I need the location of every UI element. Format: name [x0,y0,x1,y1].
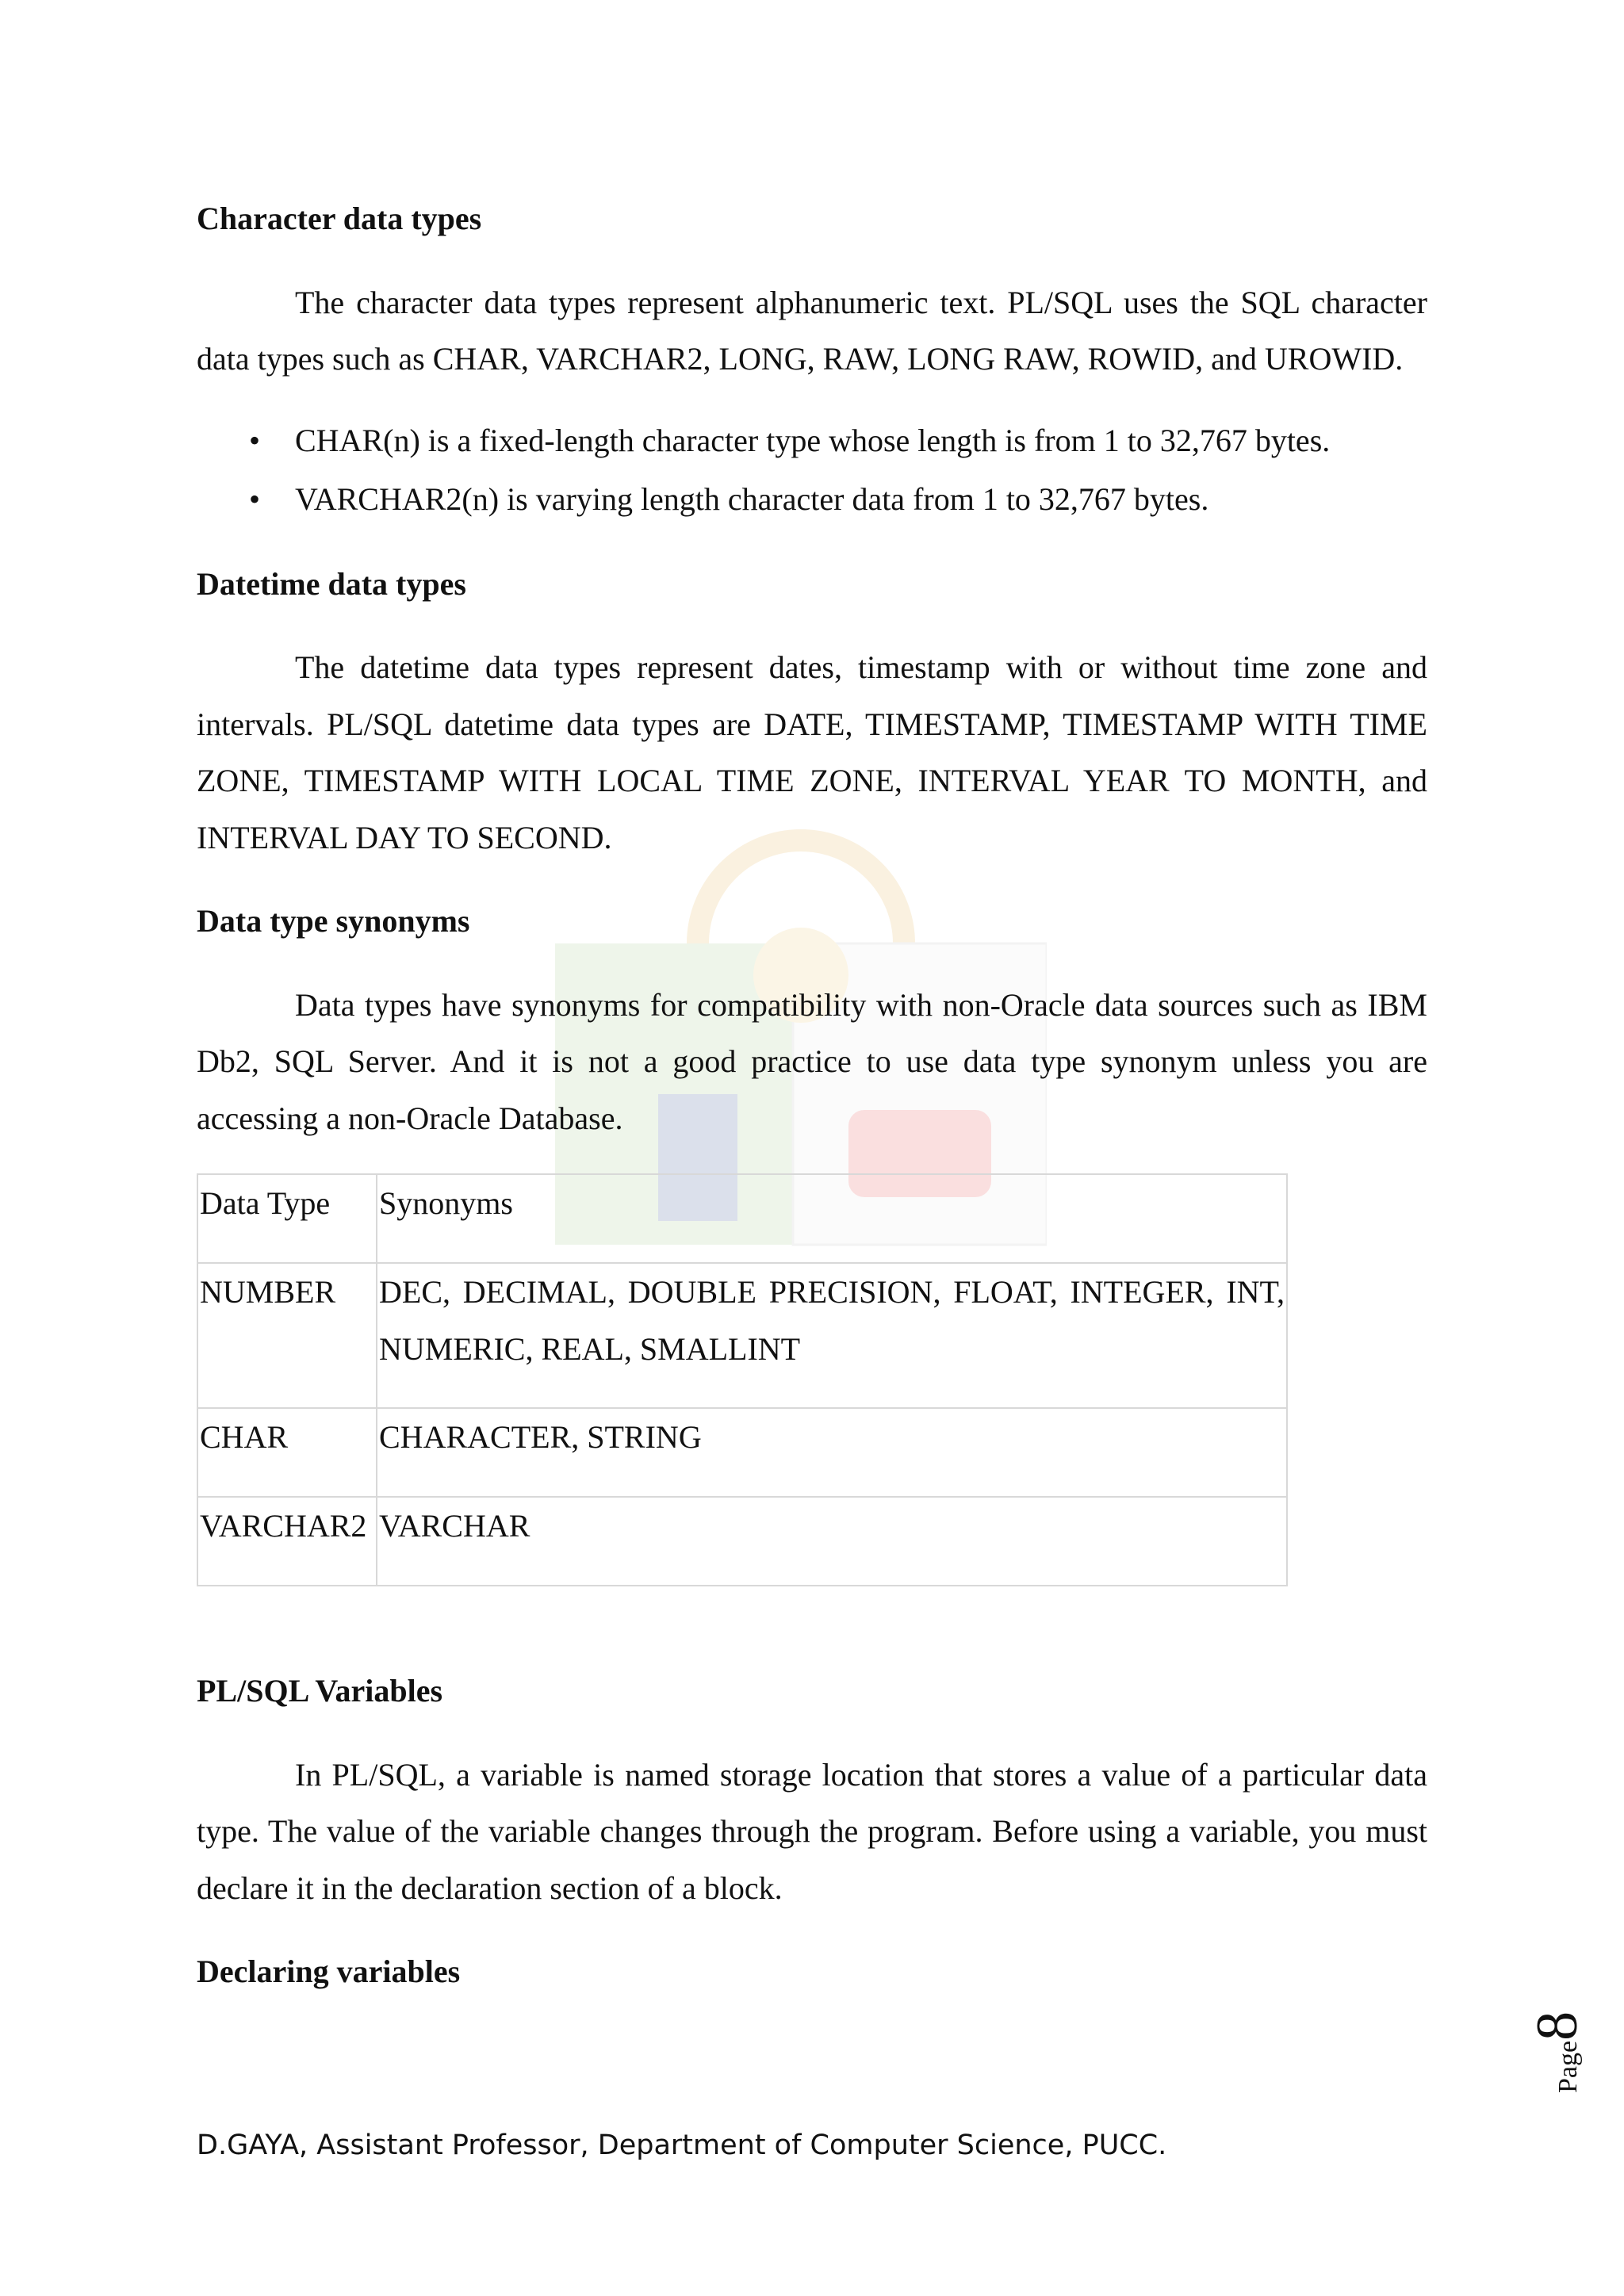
page-footer: D.GAYA, Assistant Professor, Department of Computer Science, PUCC. [197,2130,1167,2161]
table-cell: CHAR [197,1408,377,1497]
heading-data-type-synonyms: Data type synonyms [197,903,470,939]
table-cell: NUMBER [197,1263,377,1408]
page-number-marker [1516,1999,1590,2095]
paragraph-data-type-synonyms: Data types have synonyms for compatibility with non-Oracle data sources such as IBM Db2, SQL Server. And it is not a good practice to use data type synonym unless you are accessing a non-Oracle Database. [197,986,1427,1136]
table-row [197,1497,1287,1586]
bullet-varchar2: • VARCHAR2(n) is varying length character data from 1 to 32,767 bytes. [197,470,1427,529]
synonyms-table [197,1173,1288,1586]
table-cell: CHARACTER, STRING [377,1408,1287,1497]
page-label: Page [1553,2040,1583,2093]
table-row [197,1408,1287,1497]
table-cell: DEC, DECIMAL, DOUBLE PRECISION, FLOAT, INTEGER, INT, NUMERIC, REAL, SMALLINT [377,1263,1287,1408]
table-header-cell: Synonyms [377,1174,1287,1263]
heading-character-data-types: Character data types [197,201,482,236]
table-row [197,1263,1287,1408]
heading-plsql-variables: PL/SQL Variables [197,1673,443,1709]
document-body [197,190,1427,2000]
table-cell: VARCHAR [377,1497,1287,1586]
bullet-char: • CHAR(n) is a fixed-length character type whose length is from 1 to 32,767 bytes. [197,411,1427,470]
paragraph-datetime-data-types: The datetime data types represent dates, timestamp with or without time zone and intervals. PL/SQL datetime data types are DATE, TIMESTAMP, TIMESTAMP WITH TIME ZONE, TIMESTAMP WITH LOCAL TIME ZONE, INTERVAL YEAR TO MONTH, and INTERVAL DAY TO SECOND. [197,649,1427,855]
table-header-cell: Data Type [197,1174,377,1263]
paragraph-character-data-types: The character data types represent alphanumeric text. PL/SQL uses the SQL character data types such as CHAR, VARCHAR2, LONG, RAW, LONG RAW, ROWID, and UROWID. [197,284,1427,377]
heading-datetime-data-types: Datetime data types [197,565,466,602]
page-number: 8 [1525,2011,1590,2041]
heading-declaring-variables: Declaring variables [197,1954,461,1989]
table-cell: VARCHAR2 [197,1497,377,1586]
table-header-row [197,1174,1287,1263]
paragraph-plsql-variables: In PL/SQL, a variable is named storage location that stores a value of a particular data type. The value of the variable changes through the program. Before using a variable, you must declare it in the declaration section of a block. [197,1756,1427,1906]
bullet-list [197,411,1427,529]
